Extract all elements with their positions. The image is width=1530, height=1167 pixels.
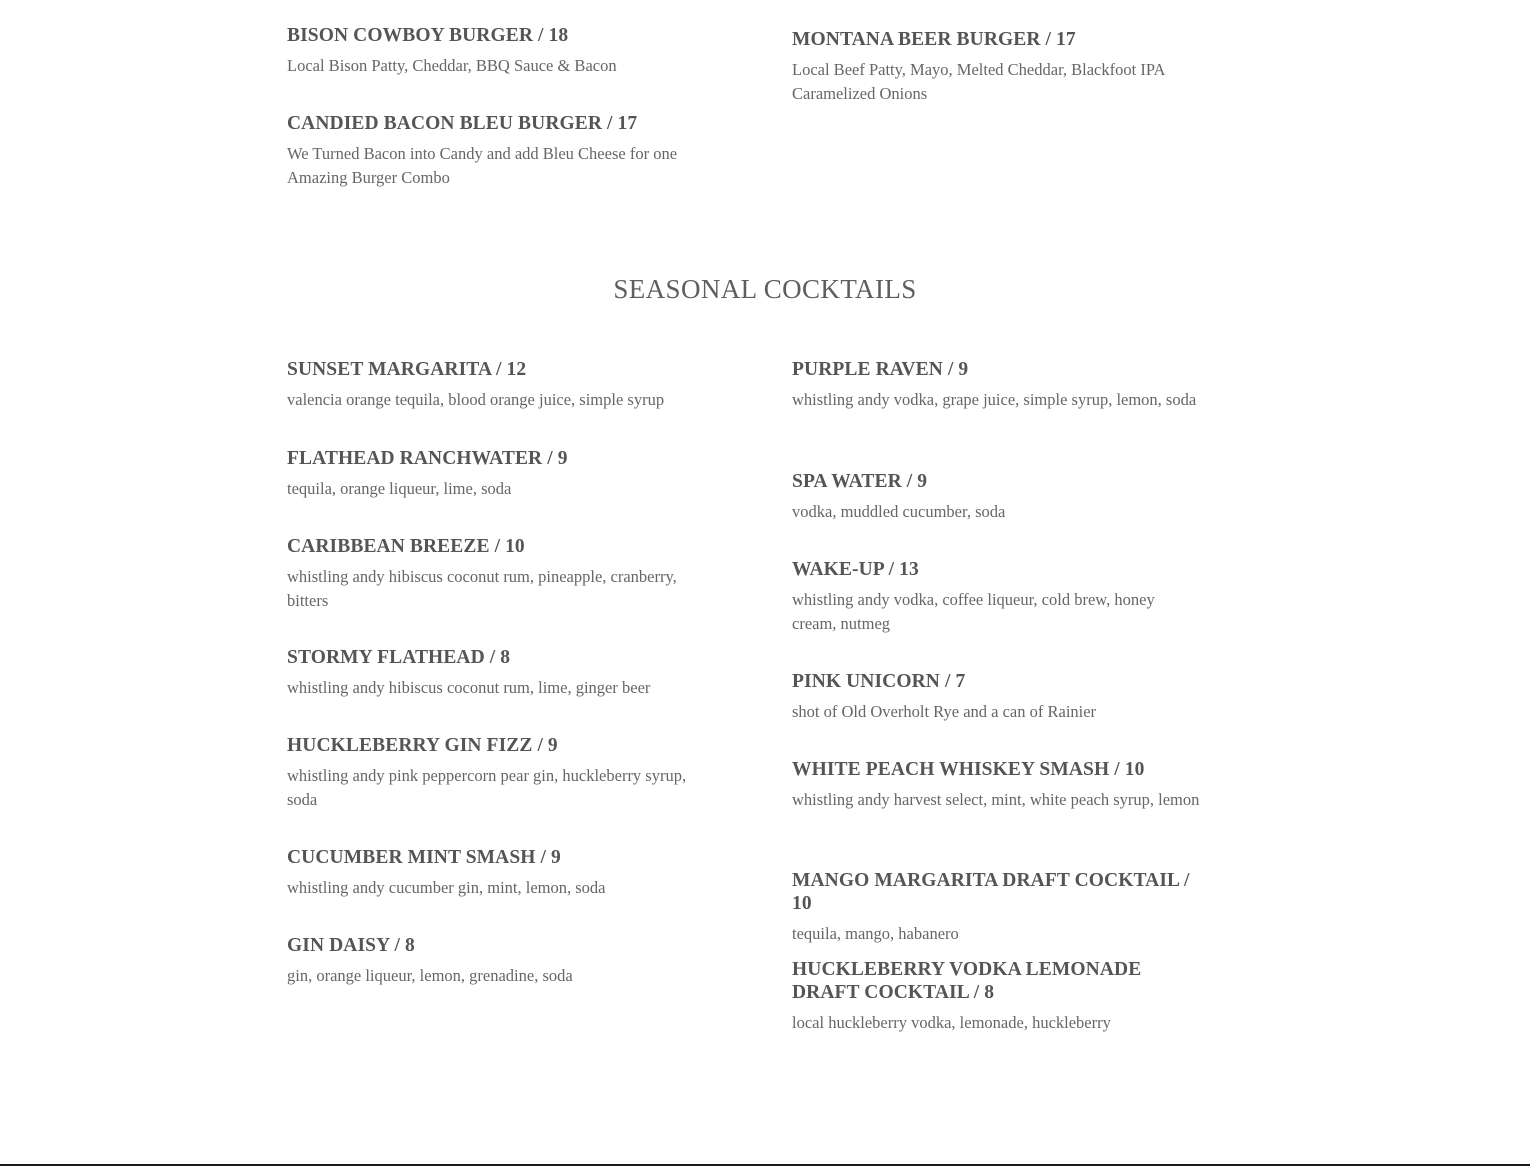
menu-item <box>287 535 697 612</box>
menu-item-title: CUCUMBER MINT SMASH / 9 <box>287 847 561 868</box>
menu-item-title: SPA WATER / 9 <box>792 471 928 492</box>
menu-item-description: whistling andy pink peppercorn pear gin, huckleberry syrup, soda <box>287 766 687 809</box>
menu-item-description: shot of Old Overholt Rye and a can of Rainier <box>792 702 1097 721</box>
menu-item <box>287 447 697 501</box>
menu-item-description: valencia orange tequila, blood orange juice, simple syrup <box>287 390 665 409</box>
menu-item <box>287 846 697 900</box>
bottom-divider <box>0 1164 1530 1166</box>
menu-item-description: gin, orange liqueur, lemon, grenadine, soda <box>287 966 573 985</box>
menu-item <box>287 24 697 78</box>
menu-item-title: CANDIED BACON BLEU BURGER / 17 <box>287 113 638 134</box>
menu-item-title: BISON COWBOY BURGER / 18 <box>287 25 569 46</box>
menu-item <box>792 558 1202 635</box>
menu-item-title: HUCKLEBERRY GIN FIZZ / 9 <box>287 735 558 756</box>
menu-item-description: tequila, mango, habanero <box>792 924 959 943</box>
menu-item <box>792 470 1202 524</box>
menu-item-description: Local Bison Patty, Cheddar, BBQ Sauce & Bacon <box>287 56 617 75</box>
menu-item-title: GIN DAISY / 8 <box>287 935 415 956</box>
menu-item-description: We Turned Bacon into Candy and add Bleu Cheese for one Amazing Burger Combo <box>287 144 678 187</box>
menu-item-title: MONTANA BEER BURGER / 17 <box>792 29 1076 50</box>
menu-item <box>792 28 1202 105</box>
menu-item-title: SUNSET MARGARITA / 12 <box>287 359 527 380</box>
menu-item <box>287 358 697 412</box>
menu-item <box>792 358 1202 412</box>
menu-item-description: whistling andy hibiscus coconut rum, pineapple, cranberry, bitters <box>287 567 677 610</box>
menu-item-description: whistling andy harvest select, mint, white peach syrup, lemon <box>792 790 1200 809</box>
menu-item-title: WAKE-UP / 13 <box>792 559 919 580</box>
menu-item-description: vodka, muddled cucumber, soda <box>792 502 1006 521</box>
menu-item <box>792 758 1202 812</box>
menu-item <box>287 734 697 811</box>
menu-item-description: tequila, orange liqueur, lime, soda <box>287 479 512 498</box>
section-title-seasonal-cocktails: SEASONAL COCKTAILS <box>613 274 917 304</box>
menu-item-description: local huckleberry vodka, lemonade, huckleberry <box>792 1013 1111 1032</box>
menu-item-description: whistling andy vodka, coffee liqueur, cold brew, honey cream, nutmeg <box>792 590 1155 633</box>
menu-item <box>287 112 697 189</box>
menu-item-title: FLATHEAD RANCHWATER / 9 <box>287 448 568 469</box>
menu-item-title: WHITE PEACH WHISKEY SMASH / 10 <box>792 759 1145 780</box>
menu-item-description: whistling andy hibiscus coconut rum, lime, ginger beer <box>287 678 651 697</box>
menu-item <box>792 869 1202 946</box>
menu-item-title: PURPLE RAVEN / 9 <box>792 359 969 380</box>
menu-item-description: whistling andy cucumber gin, mint, lemon, soda <box>287 878 606 897</box>
menu-item-title: CARIBBEAN BREEZE / 10 <box>287 536 525 557</box>
menu-item-title: MANGO MARGARITA DRAFT COCKTAIL / 10 <box>792 870 1190 914</box>
menu-item-description: whistling andy vodka, grape juice, simple syrup, lemon, soda <box>792 390 1197 409</box>
menu-item <box>792 958 1202 1035</box>
menu-item <box>287 646 697 700</box>
menu-item <box>792 670 1202 724</box>
menu-item <box>287 934 697 988</box>
menu-item-title: PINK UNICORN / 7 <box>792 671 966 692</box>
menu-item-title: STORMY FLATHEAD / 8 <box>287 647 511 668</box>
menu-item-description: Local Beef Patty, Mayo, Melted Cheddar, Blackfoot IPA Caramelized Onions <box>792 60 1165 103</box>
menu-item-title: HUCKLEBERRY VODKA LEMONADE DRAFT COCKTAIL / 8 <box>792 959 1142 1003</box>
